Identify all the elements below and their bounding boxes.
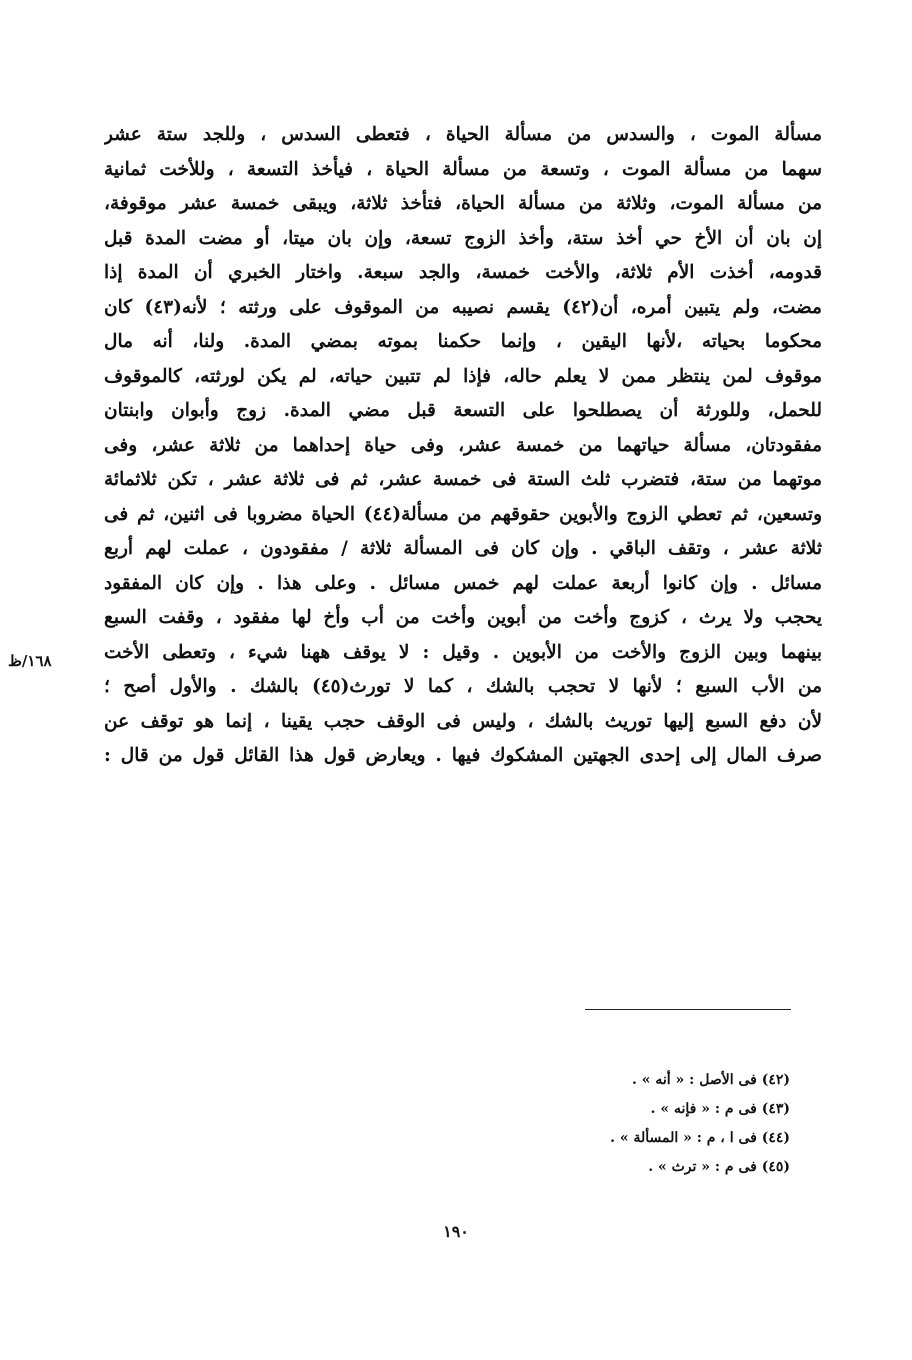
text-line: للحمل، وللورثة أن يصطلحوا على التسعة قبل مضي المدة. زوج وأبوان وابنتان: [104, 400, 822, 421]
footnote-divider: [585, 1009, 791, 1010]
footnote: (٤٥) فى م : « ترث » .: [648, 1159, 790, 1175]
text-line: محكوما بحياته ،لأنها اليقين ، وإنما حكمنا بموته بمضي المدة. ولنا، أنه مال: [104, 331, 822, 352]
text-line: سهما من مسألة الموت ، وتسعة من مسألة الحياة ، فيأخذ التسعة ، وللأخت ثمانية: [104, 158, 822, 180]
text-line: لأن دفع السبع إليها توريث بالشك ، وليس فى الوقف حجب يقينا ، إنما هو توقف عن: [104, 710, 822, 732]
text-line: مضت، ولم يتبين أمره، أن(٤٢) يقسم نصيبه من الموقوف على ورثته ؛ لأنه(٤٣) كان: [104, 296, 822, 318]
footnote: (٤٢) فى الأصل : « أنه » .: [632, 1072, 790, 1088]
footnote: (٤٤) فى ا ، م : « المسألة » .: [610, 1130, 790, 1146]
text-line: موتهما من ستة، فتضرب ثلث الستة فى خمسة عشر، ثم فى ثلاثة عشر ، تكن ثلاثمائة: [104, 469, 822, 490]
text-line: من الأب السبع ؛ لأنها لا تحجب بالشك ، كما لا تورث(٤٥) بالشك . والأول أصح ؛: [104, 676, 822, 697]
page-number: ١٩٠: [443, 1222, 469, 1241]
text-line: موقوف لمن ينتظر ممن لا يعلم حاله، فإذا لم تتبين حياته، لم يكن لورثته، كالموقوف: [104, 365, 822, 387]
text-line: مفقودتان، مسألة حياتهما من خمسة عشر، وفى حياة إحداهما من ثلاثة عشر، وفى: [104, 434, 822, 456]
text-line: قدومه، أخذت الأم ثلاثة، والأخت خمسة، والجد سبعة. واختار الخبري أن المدة إذا: [104, 262, 822, 283]
footnote: (٤٣) فى م : « فإنه » .: [650, 1101, 790, 1117]
text-line: يحجب ولا يرث ، كزوج وأخت من أبوين وأخت من أب وأخ لها مفقود ، وقفت السبع: [104, 607, 822, 628]
text-line: بينهما وبين الزوج والأخت من الأبوين . وقيل : لا يوقف ههنا شيء ، وتعطى الأخت: [104, 641, 822, 663]
text-line: من مسألة الموت، وثلاثة من مسألة الحياة، فتأخذ ثلاثة، ويبقى خمسة عشر موقوفة،: [104, 193, 822, 214]
text-line: ثلاثة عشر ، وتقف الباقي . وإن كان فى المسألة ثلاثة / مفقودون ، عملت لهم أربع: [104, 538, 822, 559]
text-line: وتسعين، ثم تعطي الزوج والأبوين حقوقهم من مسألة(٤٤) الحياة مضروبا فى اثنين، ثم فى: [104, 503, 822, 525]
text-line: مسائل . وإن كانوا أربعة عملت لهم خمس مسائل . وعلى هذا . وإن كان المفقود: [104, 572, 822, 594]
footnotes: [610, 1066, 790, 1182]
text-line: صرف المال إلى إحدى الجهتين المشكوك فيها . ويعارض قول هذا القائل قول من قال :: [104, 745, 822, 766]
manuscript-folio-note: ١٦٨/ظ: [8, 652, 52, 670]
text-line: مسألة الموت ، والسدس من مسألة الحياة ، فتعطى السدس ، وللجد ستة عشر: [104, 124, 822, 145]
main-text: [104, 118, 822, 774]
text-line: إن بان أن الأخ حي أخذ ستة، وأخذ الزوج تسعة، وإن بان ميتا، أو مضت المدة قبل: [104, 227, 822, 249]
